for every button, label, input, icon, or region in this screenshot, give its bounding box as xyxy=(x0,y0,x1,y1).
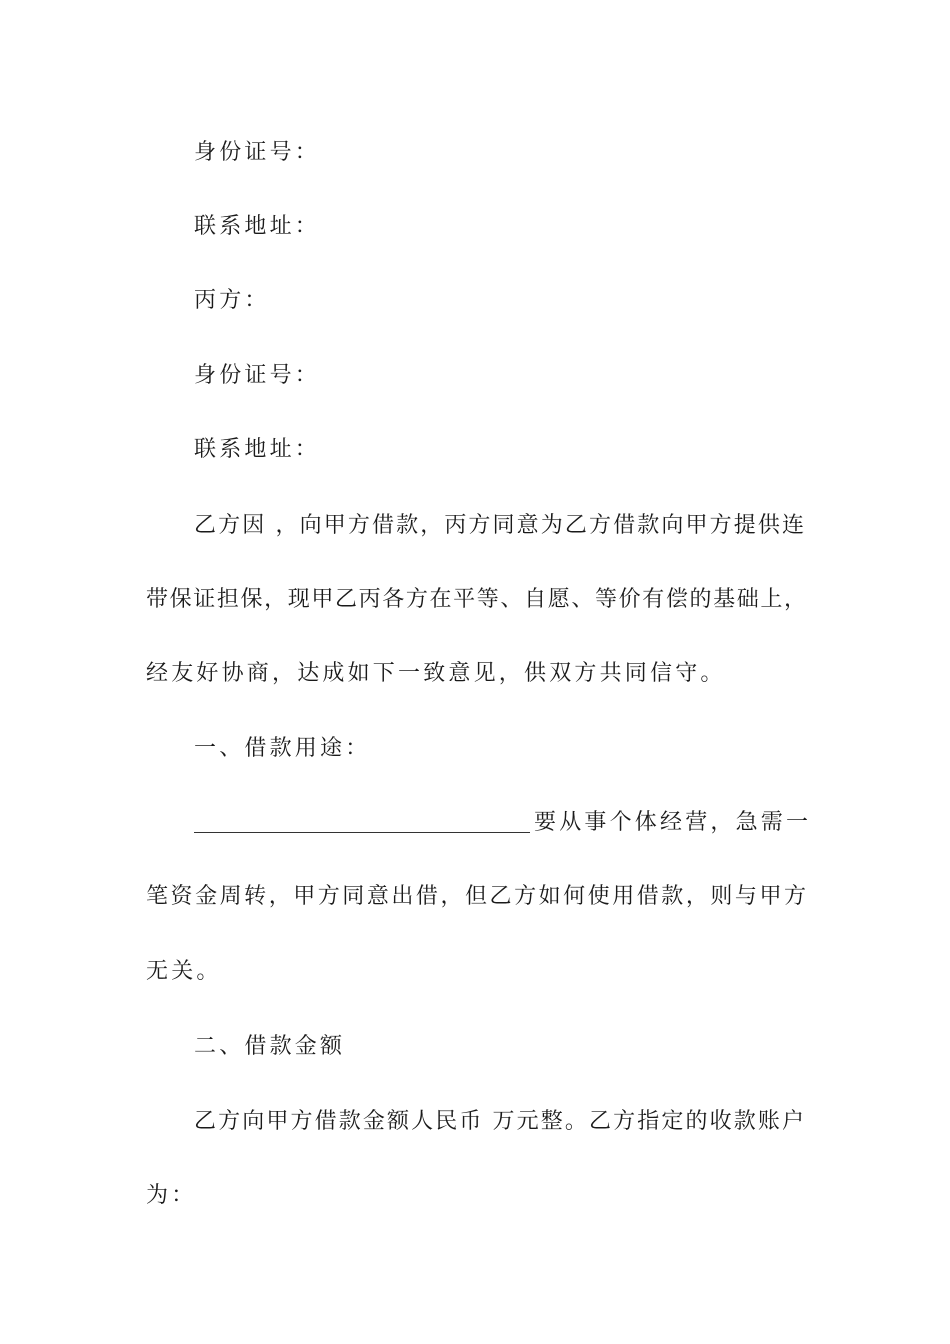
loan-purpose-line-1 xyxy=(194,808,864,838)
section-two-heading: 二、借款金额 xyxy=(194,1034,346,1059)
loan-amount-line-1: 乙方向甲方借款金额人民币 万元整。乙方指定的收款账户 xyxy=(194,1109,804,1134)
party-c-label: 丙方： xyxy=(194,288,270,313)
loan-purpose-text: 要从事个体经营，急需一 xyxy=(534,810,812,835)
id-number-label-2: 身份证号： xyxy=(194,363,321,388)
guarantee-paragraph-line-1: 乙方因 ，向甲方借款，丙方同意为乙方借款向甲方提供连 xyxy=(194,513,804,538)
loan-amount-line-2: 为： xyxy=(146,1183,197,1208)
loan-purpose-line-2: 笔资金周转，甲方同意出借，但乙方如何使用借款，则与甲方 xyxy=(146,884,806,909)
contact-address-label-2: 联系地址： xyxy=(194,437,321,462)
loan-purpose-line-3: 无关。 xyxy=(146,959,222,984)
guarantee-paragraph-line-2: 带保证担保，现甲乙丙各方在平等、自愿、等价有偿的基础上， xyxy=(146,587,806,612)
section-one-heading: 一、借款用途： xyxy=(194,736,371,761)
blank-fill-line xyxy=(194,810,530,833)
id-number-label-1: 身份证号： xyxy=(194,140,321,165)
guarantee-paragraph-line-3: 经友好协商，达成如下一致意见，供双方共同信守。 xyxy=(146,661,726,686)
contact-address-label-1: 联系地址： xyxy=(194,214,321,239)
